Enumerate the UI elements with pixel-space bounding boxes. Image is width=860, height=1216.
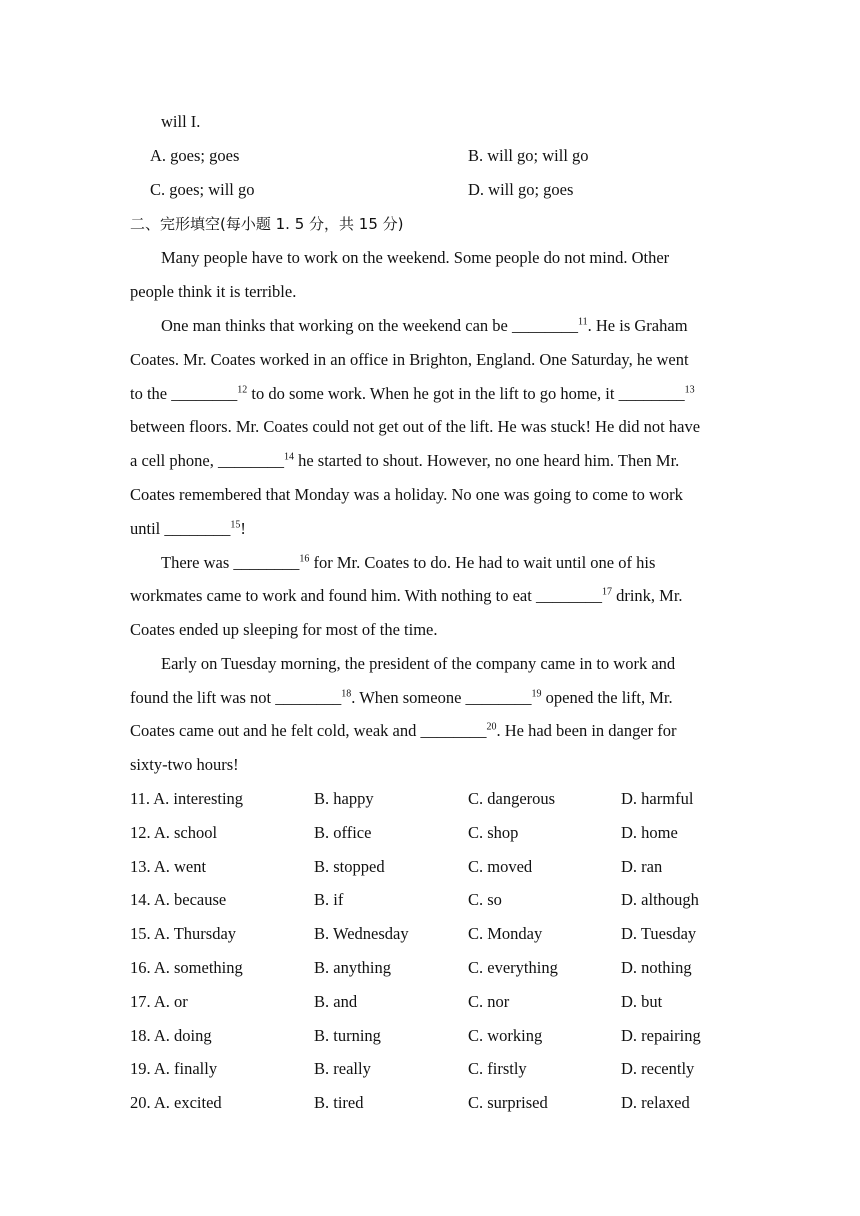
- option-b: B. turning: [314, 1026, 381, 1045]
- p2-text: a cell phone, ________: [130, 451, 284, 470]
- p2-text: to do some work. When he got in the lift to go home, it ________: [247, 384, 685, 403]
- passage-p4-line2: [130, 688, 730, 708]
- option-a: 11. A. interesting: [130, 789, 244, 808]
- passage-p2-line3: [130, 384, 730, 404]
- p2-text: One man thinks that working on the weekend can be ________: [161, 316, 578, 335]
- option-c: C. everything: [468, 958, 558, 977]
- blank-number-15: 15: [230, 519, 241, 531]
- p4-text: found the lift was not ________: [130, 688, 342, 707]
- option-a: 13. A. went: [130, 857, 207, 876]
- option-b: B. tired: [314, 1093, 364, 1112]
- passage-p3-line2: [130, 586, 730, 606]
- option-d: D. ran: [621, 857, 663, 876]
- option-a: 12. A. school: [130, 823, 218, 842]
- option-b: B. and: [314, 992, 358, 1011]
- blank-number-16: 16: [299, 553, 310, 565]
- p4-text: . When someone ________: [351, 688, 532, 707]
- option-a: 16. A. something: [130, 958, 243, 977]
- prev-option-a: A. goes; goes: [150, 146, 240, 165]
- p3-text: workmates came to work and found him. With nothing to eat ________: [130, 586, 602, 605]
- p2-text: . He is Graham: [587, 316, 688, 335]
- passage-p2-line7: [130, 519, 246, 539]
- blank-number-18: 18: [341, 688, 352, 700]
- option-d: D. repairing: [621, 1026, 701, 1045]
- passage-p4-line3: [130, 721, 730, 741]
- blank-number-11: 11: [578, 316, 588, 328]
- passage-p3-line3: Coates ended up sleeping for most of the time.: [130, 620, 438, 639]
- option-d: D. Tuesday: [621, 924, 697, 943]
- blank-number-13: 13: [684, 384, 695, 396]
- p4-text: Coates came out and he felt cold, weak and ________: [130, 721, 487, 740]
- prev-option-c: C. goes; will go: [150, 180, 255, 199]
- passage-p1-line1: Many people have to work on the weekend. Some people do not mind. Other: [161, 248, 670, 267]
- p4-text: . He had been in danger for: [496, 721, 677, 740]
- option-b: B. Wednesday: [314, 924, 409, 943]
- passage-p2-line4: between floors. Mr. Coates could not get out of the lift. He was stuck! He did not have: [130, 417, 701, 436]
- option-c: C. firstly: [468, 1059, 527, 1078]
- passage-p4-line1: Early on Tuesday morning, the president of the company came in to work and: [161, 654, 676, 673]
- option-a: 17. A. or: [130, 992, 188, 1011]
- option-a: 18. A. doing: [130, 1026, 212, 1045]
- option-b: B. anything: [314, 958, 391, 977]
- option-b: B. if: [314, 890, 344, 909]
- passage-p4-line4: sixty-two hours!: [130, 755, 239, 774]
- option-c: C. shop: [468, 823, 519, 842]
- blank-number-19: 19: [531, 688, 542, 700]
- prev-option-b: B. will go; will go: [468, 146, 589, 165]
- passage-p2-line1: [161, 316, 730, 336]
- option-d: D. home: [621, 823, 678, 842]
- p4-text: opened the lift, Mr.: [541, 688, 673, 707]
- blank-number-17: 17: [601, 586, 612, 598]
- passage-p2-line5: [130, 451, 730, 471]
- option-c: C. nor: [468, 992, 510, 1011]
- passage-p2-line2: Coates. Mr. Coates worked in an office in Brighton, England. One Saturday, he went: [130, 350, 689, 369]
- option-d: D. but: [621, 992, 663, 1011]
- option-d: D. relaxed: [621, 1093, 690, 1112]
- option-c: C. surprised: [468, 1093, 548, 1112]
- p2-text: !: [240, 519, 246, 538]
- option-d: D. nothing: [621, 958, 692, 977]
- option-c: C. working: [468, 1026, 543, 1045]
- blank-number-12: 12: [237, 384, 248, 396]
- option-c: C. moved: [468, 857, 533, 876]
- p2-text: to the ________: [130, 384, 238, 403]
- p2-text: until ________: [130, 519, 231, 538]
- option-d: D. harmful: [621, 789, 694, 808]
- option-b: B. stopped: [314, 857, 385, 876]
- option-b: B. happy: [314, 789, 374, 808]
- passage-p2-line6: Coates remembered that Monday was a holiday. No one was going to come to work: [130, 485, 683, 504]
- passage-p3-line1: [161, 553, 730, 573]
- option-c: C. dangerous: [468, 789, 556, 808]
- prev-question-tail: will I.: [161, 112, 201, 131]
- section-heading: 二、完形填空(每小题 1. 5 分，共 15 分): [130, 215, 404, 233]
- p2-text: he started to shout. However, no one heard him. Then Mr.: [293, 451, 680, 470]
- p3-text: for Mr. Coates to do. He had to wait until one of his: [309, 553, 656, 572]
- option-a: 14. A. because: [130, 890, 227, 909]
- option-a: 20. A. excited: [130, 1093, 222, 1112]
- option-c: C. Monday: [468, 924, 543, 943]
- option-c: C. so: [468, 890, 502, 909]
- blank-number-20: 20: [486, 721, 497, 733]
- option-a: 19. A. finally: [130, 1059, 218, 1078]
- option-d: D. recently: [621, 1059, 695, 1078]
- option-d: D. although: [621, 890, 699, 909]
- option-b: B. really: [314, 1059, 371, 1078]
- p3-text: drink, Mr.: [611, 586, 683, 605]
- option-a: 15. A. Thursday: [130, 924, 237, 943]
- p3-text: There was ________: [161, 553, 300, 572]
- blank-number-14: 14: [283, 451, 294, 463]
- passage-p1-line2: people think it is terrible.: [130, 282, 297, 301]
- option-b: B. office: [314, 823, 372, 842]
- prev-option-d: D. will go; goes: [468, 180, 574, 199]
